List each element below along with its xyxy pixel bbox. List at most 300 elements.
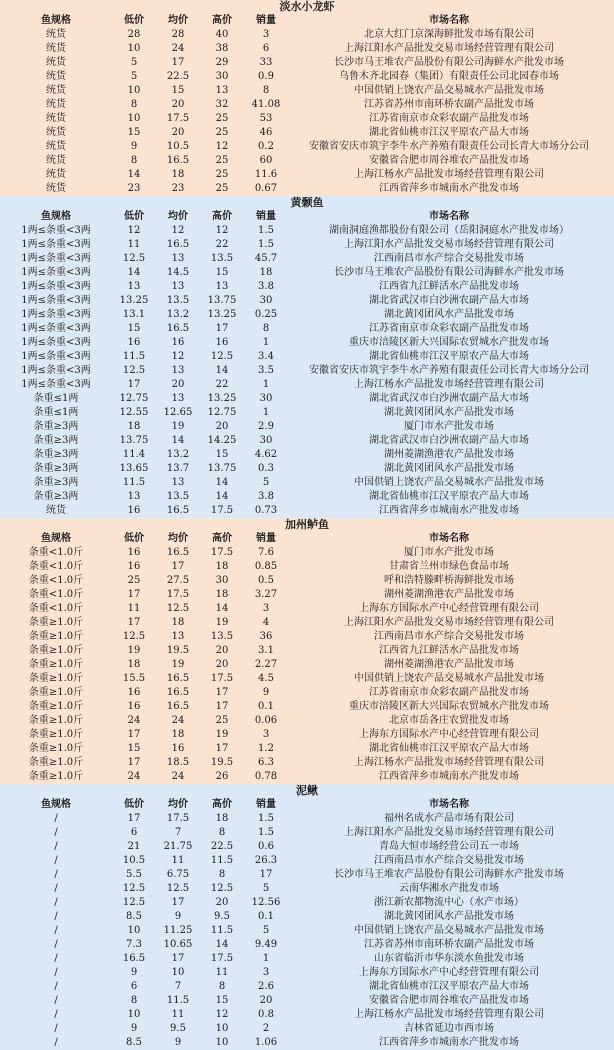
market-name-cell: 湖北黄冈团风水产品批发市场 [384,911,514,922]
high-price-cell: 12 [215,225,229,236]
avg-price-cell: 13 [171,477,185,488]
spec-cell: / [54,869,58,880]
high-price-cell: 14 [215,365,229,376]
table-row [0,476,614,490]
market-name-cell: 江苏省南京市众彩农副产品批发市场 [369,323,529,334]
avg-price-cell: 16.5 [166,687,190,698]
avg-price-cell: 18 [171,617,185,628]
header-avg-price-cell: 均价 [168,533,188,544]
high-price-cell: 14 [215,939,229,950]
volume-cell: 7.6 [258,547,274,558]
table-row [0,1022,614,1036]
high-price-cell: 32 [215,99,229,110]
table-row [0,420,614,434]
header-market-name-cell: 市场名称 [429,15,469,26]
low-price-cell: 16 [127,505,141,516]
low-price-cell: 9 [130,967,138,978]
volume-cell: 53 [259,113,273,124]
high-price-cell: 18 [215,561,229,572]
table-row [0,980,614,994]
volume-cell: 41.08 [251,99,281,110]
avg-price-cell: 19 [171,659,185,670]
avg-price-cell: 11.5 [166,995,190,1006]
volume-cell: 1 [262,337,270,348]
table-row [0,756,614,770]
low-price-cell: 9 [130,141,138,152]
spec-cell: 1两≤条重<3两 [21,337,91,348]
high-price-cell: 12 [215,1009,229,1020]
avg-price-cell: 13 [171,393,185,404]
high-price-cell: 17 [215,323,229,334]
table-row [0,336,614,350]
low-price-cell: 11.4 [122,449,146,460]
volume-cell: 5 [262,477,270,488]
market-name-cell: 上海江杨水产品批发市场经营管理有限公司 [354,1009,544,1020]
table-row [0,826,614,840]
table-row [0,406,614,420]
table-row [0,224,614,238]
volume-cell: 0.1 [258,701,274,712]
avg-price-cell: 22.5 [166,71,190,82]
low-price-cell: 10 [127,43,141,54]
high-price-cell: 25 [215,113,229,124]
header-high-price-cell: 高价 [212,799,232,810]
section [0,784,614,1050]
header-spec-cell: 鱼规格 [41,211,71,222]
spec-cell: 1两≤条重<3两 [21,239,91,250]
high-price-cell: 26 [215,771,229,782]
avg-price-cell: 20 [171,379,185,390]
avg-price-cell: 10 [171,967,185,978]
avg-price-cell: 17.5 [166,589,190,600]
low-price-cell: 13.1 [122,309,146,320]
avg-price-cell: 11.25 [163,925,193,936]
avg-price-cell: 17.5 [166,113,190,124]
avg-price-cell: 9 [174,1037,182,1048]
volume-cell: 46 [259,127,273,138]
high-price-cell: 16 [215,337,229,348]
volume-cell: 3.27 [254,589,278,600]
high-price-cell: 22 [215,239,229,250]
spec-cell: / [54,813,58,824]
avg-price-cell: 11 [171,855,185,866]
volume-cell: 3 [262,967,270,978]
low-price-cell: 17 [127,379,141,390]
market-name-cell: 北京市岳各庄农贸批发市场 [389,715,509,726]
low-price-cell: 28 [127,29,141,40]
table-row [0,658,614,672]
low-price-cell: 10.5 [122,855,146,866]
avg-price-cell: 14.5 [166,267,190,278]
spec-cell: 统货 [46,183,66,194]
avg-price-cell: 12 [171,351,185,362]
volume-cell: 2.27 [254,659,278,670]
low-price-cell: 14 [127,267,141,278]
low-price-cell: 6 [130,981,138,992]
high-price-cell: 20 [215,659,229,670]
table-row [0,42,614,56]
table-header-row [0,14,614,28]
high-price-cell: 12.5 [210,883,234,894]
spec-cell: 条重<1.0斤 [28,589,84,600]
low-price-cell: 11.5 [122,351,146,362]
spec-cell: / [54,841,58,852]
spec-cell: 条重<1.0斤 [28,561,84,572]
spec-cell: 条重≥1.0斤 [28,631,84,642]
spec-cell: 1两≤条重<3两 [21,323,91,334]
spec-cell: 统货 [46,141,66,152]
section [0,518,614,784]
market-name-cell: 上海东方国际水产中心经营管理有限公司 [359,603,539,614]
high-price-cell: 11.5 [210,925,234,936]
table-row [0,294,614,308]
market-name-cell: 青岛大恒市场经营公司五一市场 [379,841,519,852]
low-price-cell: 10 [127,925,141,936]
high-price-cell: 25 [215,155,229,166]
high-price-cell: 10 [215,1023,229,1034]
header-avg-price-cell: 均价 [168,15,188,26]
avg-price-cell: 11 [171,1009,185,1020]
header-market-name-cell: 市场名称 [429,799,469,810]
volume-cell: 0.78 [254,771,278,782]
spec-cell: 统货 [46,71,66,82]
low-price-cell: 13.25 [119,295,149,306]
market-name-cell: 上海江阳水产品批发交易市场经营管理有限公司 [344,617,554,628]
avg-price-cell: 18 [171,729,185,740]
table-row [0,322,614,336]
header-avg-price-cell: 均价 [168,799,188,810]
table-row [0,896,614,910]
table-row [0,462,614,476]
market-name-cell: 呼和浩特滕畔桥海鲜批发市场 [384,575,514,586]
low-price-cell: 8 [130,99,138,110]
avg-price-cell: 20 [171,127,185,138]
table-row [0,854,614,868]
spec-cell: 统货 [46,169,66,180]
header-volume-cell: 销量 [256,799,276,810]
market-name-cell: 湖北黄冈团风水产品批发市场 [384,407,514,418]
low-price-cell: 9 [130,1023,138,1034]
table-row [0,714,614,728]
table-row [0,182,614,196]
high-price-cell: 9.5 [214,911,230,922]
volume-cell: 17 [259,869,273,880]
low-price-cell: 12.5 [122,897,146,908]
spec-cell: 条重≥1.0斤 [28,729,84,740]
table-row [0,266,614,280]
high-price-cell: 25 [215,183,229,194]
high-price-cell: 18 [215,589,229,600]
spec-cell: 1两≤条重<3两 [21,253,91,264]
market-name-cell: 江苏省南京市众彩农副产品批发市场 [369,687,529,698]
volume-cell: 3 [262,603,270,614]
high-price-cell: 20 [215,421,229,432]
high-price-cell: 19 [215,617,229,628]
volume-cell: 18 [259,267,273,278]
volume-cell: 8 [262,85,270,96]
spec-cell: / [54,939,58,950]
low-price-cell: 6 [130,827,138,838]
high-price-cell: 13.5 [210,631,234,642]
low-price-cell: 16 [127,337,141,348]
spec-cell: 条重≥1.0斤 [28,757,84,768]
high-price-cell: 14 [215,603,229,614]
spec-cell: 统货 [46,85,66,96]
avg-price-cell: 16.5 [166,673,190,684]
avg-price-cell: 24 [171,43,185,54]
market-name-cell: 湖北省武汉市白沙洲农副产品大市场 [369,295,529,306]
header-market-name-cell: 市场名称 [429,533,469,544]
avg-price-cell: 16.5 [166,239,190,250]
market-name-cell: 上海江阳水产品批发交易市场经营管理有限公司 [344,43,554,54]
market-name-cell: 江西南昌市水产综合交易批发市场 [374,855,524,866]
avg-price-cell: 14 [171,435,185,446]
avg-price-cell: 16.5 [166,155,190,166]
avg-price-cell: 18.5 [166,757,190,768]
table-row [0,574,614,588]
high-price-cell: 25 [215,127,229,138]
market-name-cell: 江西省九江鲜活水产品批发市场 [379,281,519,292]
spec-cell: 条重≥1.0斤 [28,771,84,782]
section-title: 淡水小龙虾 [279,0,335,13]
avg-price-cell: 19 [171,421,185,432]
spec-cell: / [54,995,58,1006]
high-price-cell: 14.25 [207,435,237,446]
spec-cell: 统货 [46,505,66,516]
low-price-cell: 17 [127,617,141,628]
table-row [0,28,614,42]
avg-price-cell: 24 [171,771,185,782]
table-row [0,686,614,700]
spec-cell: 条重≥1.0斤 [28,701,84,712]
section-title: 泥鳅 [296,784,318,797]
high-price-cell: 17 [215,701,229,712]
market-name-cell: 长沙市马王堆农产品股份有限公司海鲜水产批发市场 [334,267,564,278]
market-name-cell: 江苏省苏州市南环桥农副产品批发市场 [364,99,534,110]
volume-cell: 1.5 [258,813,274,824]
low-price-cell: 17 [127,757,141,768]
avg-price-cell: 16.5 [166,323,190,334]
low-price-cell: 18 [127,659,141,670]
market-name-cell: 湖州菱湖渔港农产品批发市场 [384,449,514,460]
low-price-cell: 11 [127,239,141,250]
section [0,196,614,518]
spec-cell: 统货 [46,29,66,40]
header-low-price-cell: 低价 [124,15,144,26]
volume-cell: 2.6 [258,981,274,992]
volume-cell: 0.8 [258,1009,274,1020]
table-row [0,378,614,392]
high-price-cell: 15 [215,449,229,460]
table-row [0,588,614,602]
high-price-cell: 17.5 [210,547,234,558]
low-price-cell: 8 [130,995,138,1006]
low-price-cell: 24 [127,771,141,782]
spec-cell: 1两≤条重<3两 [21,351,91,362]
header-market-name-cell: 市场名称 [429,211,469,222]
spec-cell: 统货 [46,127,66,138]
volume-cell: 6 [262,43,270,54]
spec-cell: 1两≤条重<3两 [21,379,91,390]
header-low-price-cell: 低价 [124,211,144,222]
spec-cell: / [54,1023,58,1034]
high-price-cell: 13 [215,281,229,292]
volume-cell: 30 [259,435,273,446]
avg-price-cell: 12 [171,225,185,236]
market-name-cell: 甘肃省兰州市绿色食品市场 [389,561,509,572]
low-price-cell: 13.65 [119,463,149,474]
volume-cell: 3.5 [258,365,274,376]
market-name-cell: 长沙市马王堆农产品股份有限公司海鲜水产批发市场 [334,57,564,68]
low-price-cell: 12.5 [122,253,146,264]
high-price-cell: 25 [215,715,229,726]
low-price-cell: 12.75 [119,393,149,404]
low-price-cell: 16 [127,547,141,558]
spec-cell: / [54,911,58,922]
high-price-cell: 17 [215,687,229,698]
low-price-cell: 16.5 [122,953,146,964]
avg-price-cell: 17 [171,897,185,908]
high-price-cell: 14 [215,477,229,488]
market-name-cell: 湖北省仙桃市江汉平原农产品大市场 [369,127,529,138]
low-price-cell: 18 [127,421,141,432]
high-price-cell: 13.25 [207,309,237,320]
table-row [0,112,614,126]
table-row [0,434,614,448]
volume-cell: 6.3 [258,757,274,768]
header-high-price-cell: 高价 [212,15,232,26]
avg-price-cell: 13 [171,631,185,642]
market-name-cell: 中国供销上饶农产品交易城水产品批发市场 [354,673,544,684]
high-price-cell: 13 [215,85,229,96]
spec-cell: 条重≥3两 [33,421,79,432]
table-row [0,952,614,966]
market-name-cell: 上海江杨水产品批发市场经营管理有限公司 [354,169,544,180]
section-title: 加州鲈鱼 [285,518,329,531]
spec-cell: 条重≥1.0斤 [28,659,84,670]
market-name-cell: 江西省九江鲜活水产品批发市场 [379,645,519,656]
volume-cell: 0.2 [258,141,274,152]
low-price-cell: 17 [127,589,141,600]
high-price-cell: 17 [215,743,229,754]
volume-cell: 3.4 [258,351,274,362]
avg-price-cell: 23 [171,183,185,194]
market-name-cell: 上海江杨水产品批发市场经营管理有限公司 [354,379,544,390]
spec-cell: / [54,897,58,908]
high-price-cell: 12.5 [210,351,234,362]
table-row [0,140,614,154]
market-name-cell: 上海江阳水产品批发交易市场经营管理有限公司 [344,239,554,250]
volume-cell: 0.85 [254,561,278,572]
volume-cell: 26.3 [254,855,278,866]
market-name-cell: 福州名成水产品市场有限公司 [384,813,514,824]
spec-cell: / [54,1037,58,1048]
market-name-cell: 上海东方国际水产中心经营管理有限公司 [359,729,539,740]
table-row [0,546,614,560]
table-row [0,252,614,266]
high-price-cell: 13.75 [207,295,237,306]
volume-cell: 11.6 [254,169,278,180]
table-header-row [0,210,614,224]
high-price-cell: 22 [215,379,229,390]
spec-cell: 1两≤条重<3两 [21,365,91,376]
spec-cell: 1两≤条重<3两 [21,267,91,278]
volume-cell: 1.5 [258,225,274,236]
market-name-cell: 长沙市马王堆农产品股份有限公司海鲜水产批发市场 [334,869,564,880]
volume-cell: 3.8 [258,281,274,292]
high-price-cell: 10 [215,1037,229,1048]
high-price-cell: 30 [215,71,229,82]
avg-price-cell: 21.75 [163,841,193,852]
high-price-cell: 13.5 [210,253,234,264]
header-volume-cell: 销量 [256,211,276,222]
table-row [0,868,614,882]
high-price-cell: 30 [215,575,229,586]
volume-cell: 0.25 [254,309,278,320]
market-name-cell: 湖州菱湖渔港农产品批发市场 [384,589,514,600]
avg-price-cell: 10.65 [163,939,193,950]
low-price-cell: 10 [127,85,141,96]
table-row [0,504,614,518]
low-price-cell: 15 [127,323,141,334]
low-price-cell: 5 [130,71,138,82]
volume-cell: 4.5 [258,673,274,684]
avg-price-cell: 13.2 [166,449,190,460]
market-name-cell: 上海东方国际水产中心经营管理有限公司 [359,967,539,978]
high-price-cell: 15 [215,267,229,278]
spec-cell: 统货 [46,57,66,68]
market-name-cell: 安徽省安庆市筑宇李牛水产养殖有限责任公司长青大市场分公司 [309,365,589,376]
header-low-price-cell: 低价 [124,533,144,544]
volume-cell: 0.1 [258,911,274,922]
table-row [0,238,614,252]
market-name-cell: 山东省临沂市华东淡水鱼批发市场 [374,953,524,964]
low-price-cell: 19 [127,645,141,656]
low-price-cell: 7.3 [126,939,142,950]
volume-cell: 4 [262,617,270,628]
volume-cell: 1 [262,407,270,418]
volume-cell: 0.67 [254,183,278,194]
table-row [0,630,614,644]
table-row [0,770,614,784]
low-price-cell: 24 [127,715,141,726]
spec-cell: 条重<1.0斤 [28,547,84,558]
avg-price-cell: 16.5 [166,505,190,516]
high-price-cell: 17.5 [210,673,234,684]
avg-price-cell: 13.5 [166,295,190,306]
table-header-row [0,798,614,812]
volume-cell: 2 [262,1023,270,1034]
high-price-cell: 25 [215,169,229,180]
volume-cell: 1 [262,953,270,964]
table-row [0,560,614,574]
volume-cell: 0.06 [254,715,278,726]
market-name-cell: 中国供销上饶农产品交易城水产品批发市场 [354,925,544,936]
spec-cell: 条重≥3两 [33,477,79,488]
low-price-cell: 13.75 [119,435,149,446]
volume-cell: 3.1 [258,645,274,656]
market-name-cell: 江西省萍乡市城南水产批发市场 [379,771,519,782]
high-price-cell: 19 [215,729,229,740]
avg-price-cell: 9.5 [170,1023,186,1034]
spec-cell: 条重≥1.0斤 [28,743,84,754]
low-price-cell: 12.5 [122,365,146,376]
volume-cell: 12.56 [251,897,281,908]
spec-cell: / [54,883,58,894]
volume-cell: 0.73 [254,505,278,516]
header-high-price-cell: 高价 [212,533,232,544]
avg-price-cell: 9 [174,911,182,922]
